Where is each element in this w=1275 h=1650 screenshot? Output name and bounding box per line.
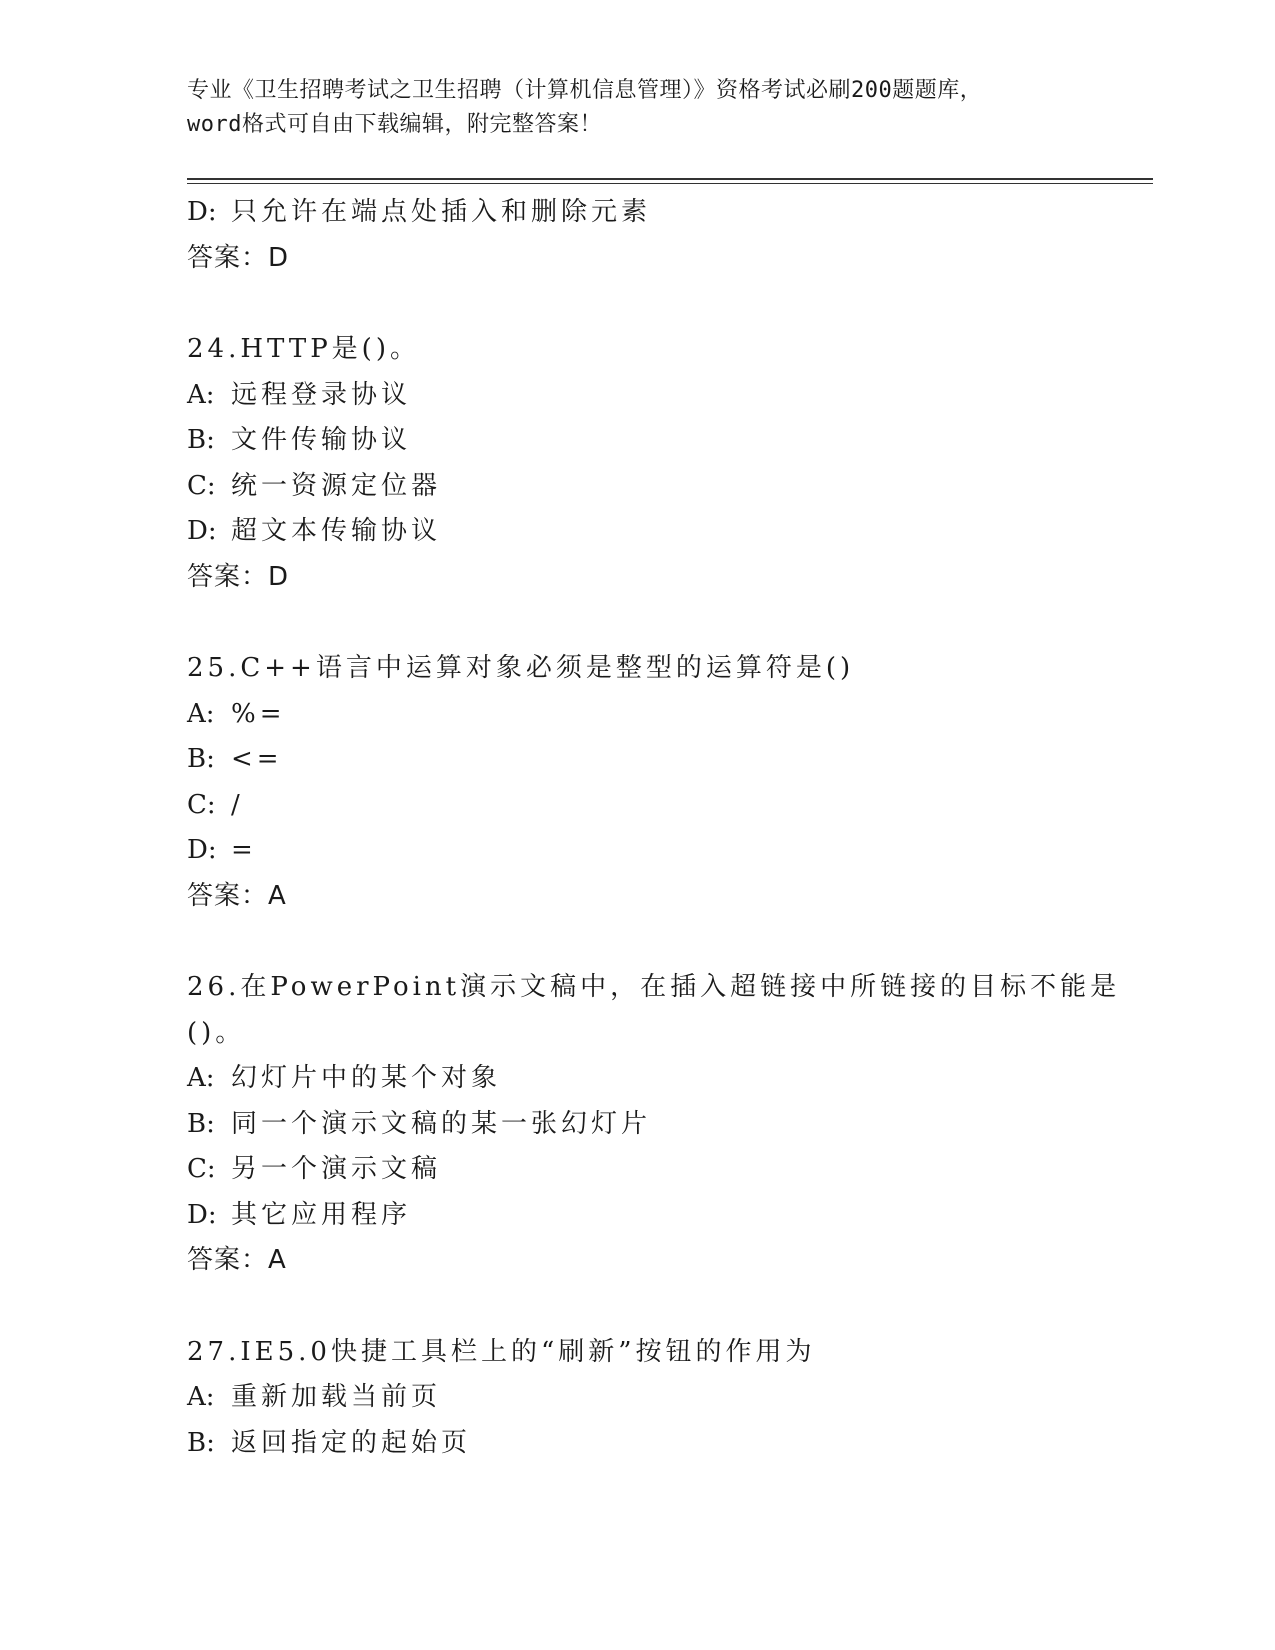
option-label: C: [187,470,216,501]
option-text: 幻灯片中的某个对象 [231,1063,502,1093]
answer-line: 答案：A [187,1245,287,1275]
option-label: D: [187,1199,217,1230]
header-line-2: word格式可自由下载编辑，附完整答案！ [187,112,602,137]
option-c [187,783,1087,829]
answer-line: 答案：D [187,242,290,273]
option-a [187,1375,1087,1421]
spacer [187,1284,1087,1330]
question-block-26 [187,965,1121,1284]
option-label: B: [187,425,215,455]
option-a [187,373,1087,419]
document-header [187,74,1087,142]
option-label: D: [187,197,217,227]
option-text: 另一个演示文稿 [231,1154,442,1184]
option-text: 返回指定的起始页 [231,1427,472,1458]
option-c [187,464,1087,510]
question-list [187,190,1121,1466]
question-text: 27.IE5.0快捷工具栏上的“刷新”按钮的作用为 [187,1336,816,1367]
option-d [187,190,1087,236]
option-c [187,1147,1087,1193]
question-text: 24.HTTP是()。 [187,334,420,364]
option-label: D: [187,835,217,865]
option-label: C: [187,789,216,820]
option-a [187,1056,1087,1102]
option-b [187,1421,1087,1467]
option-text: 其它应用程序 [231,1199,412,1230]
answer-line: 答案：D [187,561,290,592]
spacer [187,919,1087,965]
option-b [187,1102,1087,1148]
option-b [187,418,1087,464]
question-text: 25.C++语言中运算对象必须是整型的运算符是() [187,653,855,683]
option-label: A: [187,379,215,410]
option-text: 只允许在端点处插入和删除元素 [231,197,652,227]
option-text: 统一资源定位器 [231,470,442,501]
question-block-23 [187,190,1087,281]
question-block-25 [187,646,1087,919]
option-label: C: [187,1154,216,1184]
option-text: %= [231,698,286,729]
header-line-1: 专业《卫生招聘考试之卫生招聘（计算机信息管理）》资格考试必刷200题题库， [187,78,983,103]
option-text: <= [231,744,283,774]
option-text: / [231,789,244,820]
spacer [187,281,1087,327]
option-text: 同一个演示文稿的某一张幻灯片 [231,1108,652,1139]
option-label: A: [187,1382,215,1412]
option-label: D: [187,516,217,546]
option-d [187,509,1087,555]
question-text-continued: ()。 [187,1017,246,1048]
option-text: 重新加载当前页 [231,1382,442,1412]
question-block-24 [187,327,1087,600]
option-label: B: [187,1427,215,1458]
option-b [187,737,1087,783]
option-d [187,1193,1087,1239]
answer-line: 答案：A [187,880,287,911]
option-label: A: [187,698,215,729]
header-divider-thick [187,178,1153,180]
option-text: = [231,835,257,865]
spacer [187,600,1087,646]
question-block-27 [187,1330,1087,1467]
option-label: B: [187,1108,215,1139]
option-label: A: [187,1063,215,1093]
question-text: 26.在PowerPoint演示文稿中，在插入超链接中所链接的目标不能是 [187,972,1121,1002]
option-text: 超文本传输协议 [231,516,442,546]
option-label: B: [187,744,215,774]
option-text: 文件传输协议 [231,425,412,455]
header-divider-thin [187,183,1153,184]
option-d [187,828,1087,874]
option-a [187,692,1087,738]
option-text: 远程登录协议 [231,379,412,410]
